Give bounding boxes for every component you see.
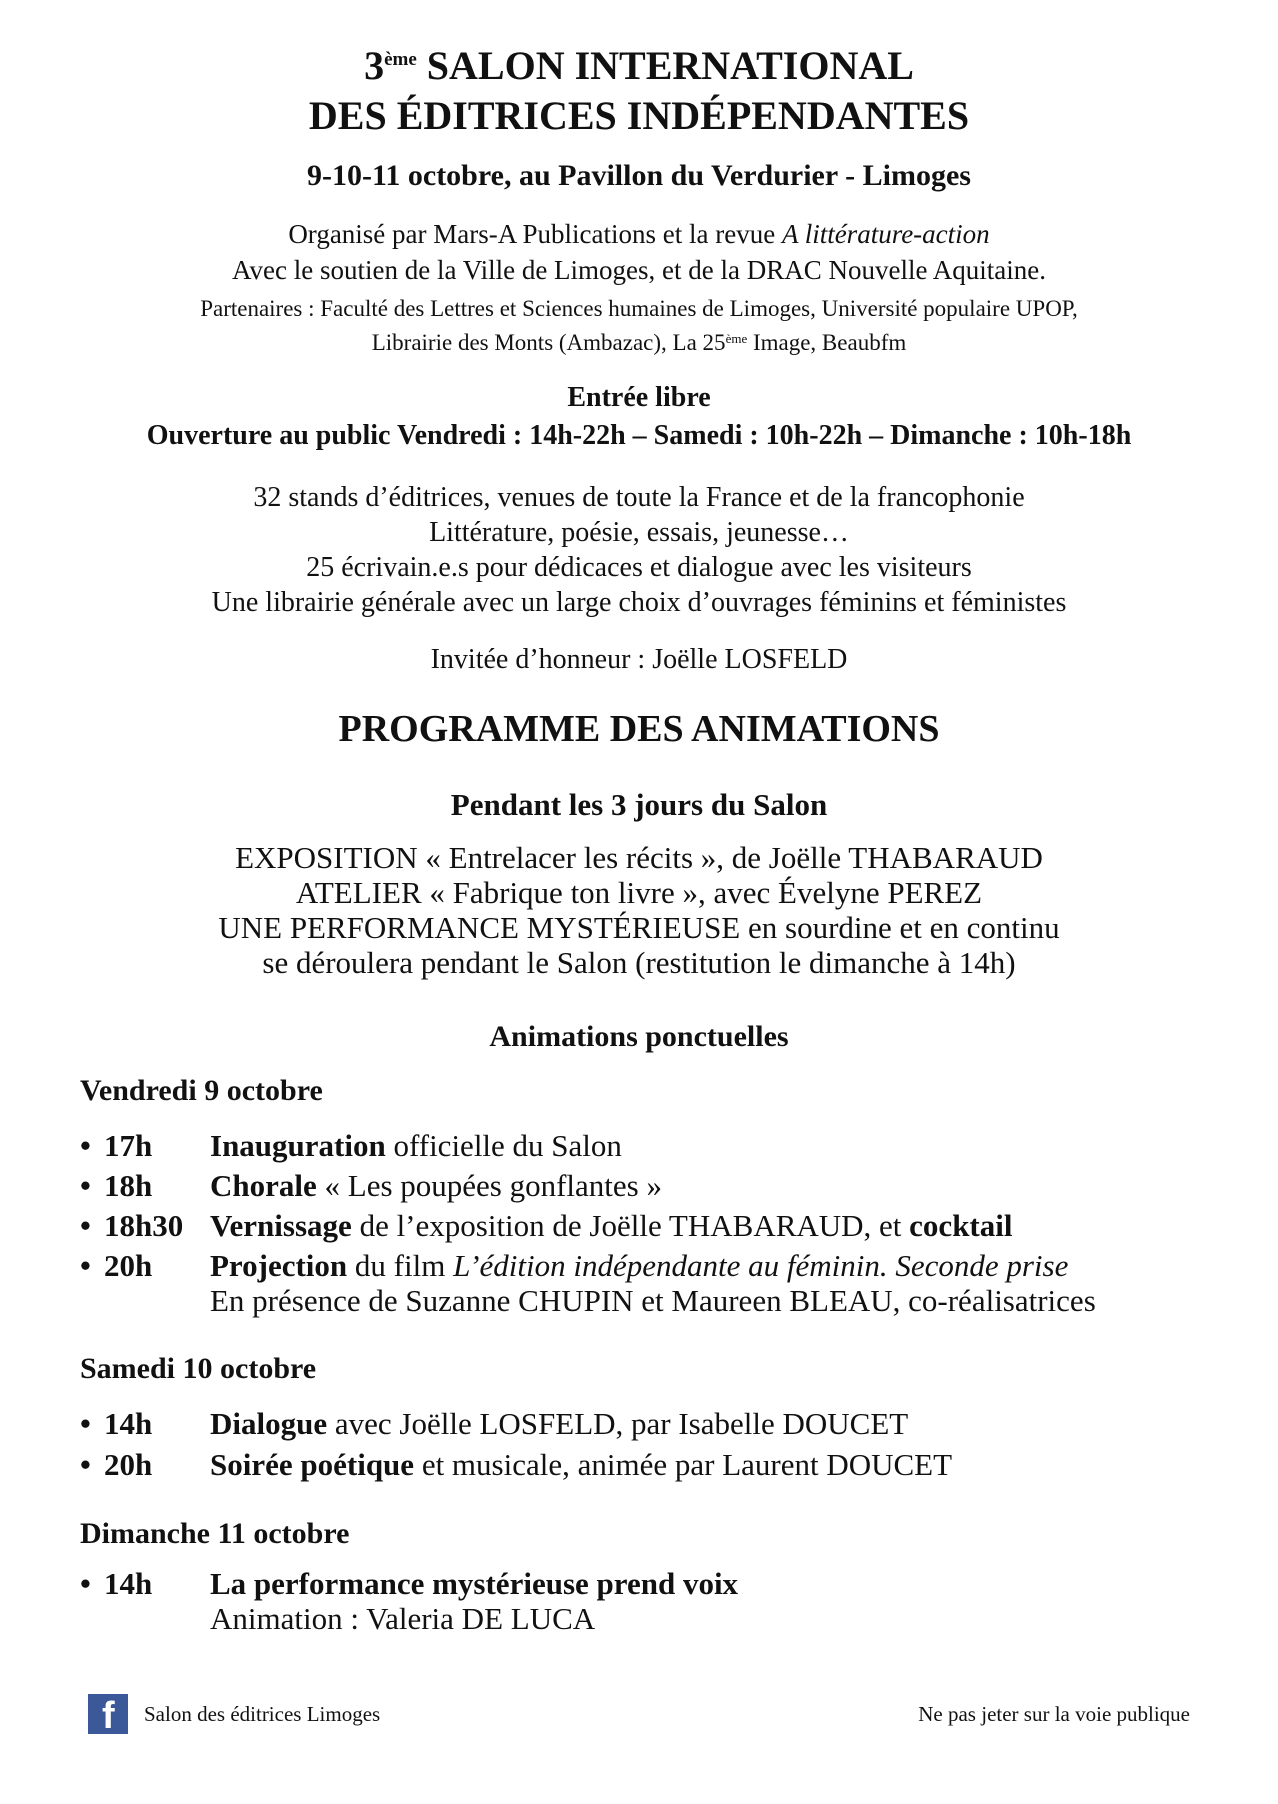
event-time: 14h	[104, 1406, 153, 1441]
bullet: •	[80, 1168, 91, 1203]
footer-facebook[interactable]	[88, 1694, 381, 1737]
event-time: 20h	[104, 1447, 153, 1482]
event-time: 18h	[104, 1168, 153, 1203]
event-title: Vernissage	[210, 1208, 352, 1243]
bullet: •	[80, 1447, 91, 1482]
edition-suffix: ème	[384, 49, 417, 70]
event-detail: avec Joëlle LOSFELD, par Isabelle DOUCET	[327, 1406, 909, 1441]
highlights-list	[0, 480, 1278, 620]
event-title: La performance mystérieuse prend voix	[210, 1566, 739, 1601]
ongoing-item: UNE PERFORMANCE MYSTÉRIEUSE en sourdine et en continu	[218, 910, 1060, 945]
day-heading-saturday: Samedi 10 octobre	[80, 1352, 317, 1385]
event-detail-line-2: Animation : Valeria DE LUCA	[210, 1601, 596, 1636]
ongoing-item: EXPOSITION « Entrelacer les récits », de Joëlle THABARAUD	[235, 840, 1043, 875]
partners-line-2: Librairie des Monts (Ambazac), La 25ème Image, Beaubfm	[371, 330, 907, 355]
event-detail: officielle du Salon	[385, 1128, 622, 1163]
bullet: •	[80, 1128, 91, 1163]
film-title: L’édition indépendante au féminin. Seconde prise	[453, 1248, 1069, 1283]
event-title: Soirée poétique	[210, 1447, 415, 1482]
facebook-icon[interactable]: f	[88, 1694, 128, 1734]
ongoing-list	[0, 840, 1278, 980]
revue-name: A littérature-action	[781, 219, 990, 249]
title-line-1: 3ème SALON INTERNATIONAL	[364, 43, 914, 88]
bullet: •	[80, 1566, 91, 1601]
event-time: 20h	[104, 1248, 153, 1283]
disposal-notice: Ne pas jeter sur la voie publique	[918, 1702, 1190, 1726]
organised-by: Organisé par Mars-A Publications et la revue	[288, 219, 782, 249]
event-time: 14h	[104, 1566, 153, 1601]
bullet: •	[80, 1208, 91, 1243]
programme-title: PROGRAMME DES ANIMATIONS	[338, 708, 940, 750]
event-title-2: cocktail	[909, 1208, 1013, 1243]
ongoing-item: ATELIER « Fabrique ton livre », avec Évelyne PEREZ	[295, 875, 983, 910]
event-title: Inauguration	[210, 1128, 386, 1163]
bullet: •	[80, 1406, 91, 1441]
event-detail: « Les poupées gonflantes »	[316, 1168, 662, 1203]
events-title: Animations ponctuelles	[489, 1020, 789, 1053]
ongoing-title: Pendant les 3 jours du Salon	[450, 787, 828, 822]
highlight-item: Littérature, poésie, essais, jeunesse…	[429, 517, 849, 548]
event-detail-line-2: En présence de Suzanne CHUPIN et Maureen BLEAU, co-réalisatrices	[210, 1283, 1096, 1318]
day-heading-friday: Vendredi 9 octobre	[80, 1074, 323, 1107]
highlight-item: 25 écrivain.e.s pour dédicaces et dialogue avec les visiteurs	[306, 552, 972, 583]
highlight-item: 32 stands d’éditrices, venues de toute la France et de la francophonie	[253, 482, 1025, 513]
ongoing-item: se déroulera pendant le Salon (restitution le dimanche à 14h)	[262, 945, 1016, 980]
partners-line-1: Partenaires : Faculté des Lettres et Sciences humaines de Limoges, Université populaire UPOP,	[200, 296, 1078, 321]
partners-block	[0, 292, 1278, 360]
guest-of-honour: Invitée d’honneur : Joëlle LOSFELD	[430, 644, 848, 675]
entry-info: Entrée libre	[567, 382, 711, 413]
event-time: 18h30	[104, 1208, 184, 1243]
title-line-2: DES ÉDITRICES INDÉPENDANTES	[308, 93, 970, 138]
day-heading-sunday: Dimanche 11 octobre	[80, 1517, 350, 1550]
facebook-page-name: Salon des éditrices Limoges	[144, 1702, 381, 1726]
bullet: •	[80, 1248, 91, 1283]
event-detail: de l’exposition de Joëlle THABARAUD, et	[351, 1208, 910, 1243]
event-title: Dialogue	[210, 1406, 328, 1441]
highlight-item: Une librairie générale avec un large choix d’ouvrages féminins et féministes	[211, 587, 1067, 618]
opening-hours: Ouverture au public Vendredi : 14h-22h – Samedi : 10h-22h – Dimanche : 10h-18h	[146, 420, 1132, 451]
support-line: Avec le soutien de la Ville de Limoges, et de la DRAC Nouvelle Aquitaine.	[232, 255, 1046, 285]
event-detail: du film	[347, 1248, 454, 1283]
dates-place: 9-10-11 octobre, au Pavillon du Verdurier - Limoges	[307, 159, 971, 192]
event-time: 17h	[104, 1128, 153, 1163]
event-detail: et musicale, animée par Laurent DOUCET	[414, 1447, 953, 1482]
event-title: Chorale	[210, 1168, 317, 1203]
organisation-block	[0, 216, 1278, 288]
event-title: Projection	[210, 1248, 348, 1283]
